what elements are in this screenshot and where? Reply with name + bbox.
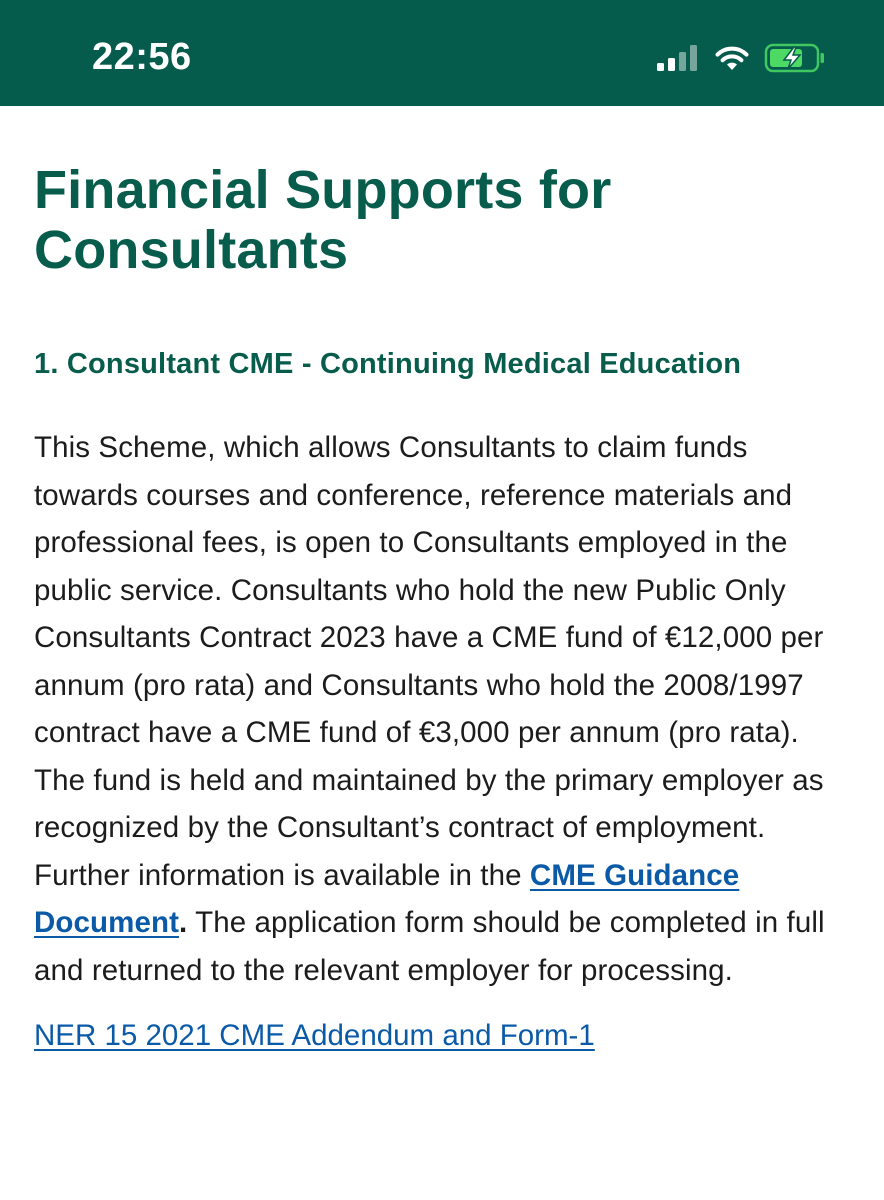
cellular-signal-icon (656, 44, 700, 72)
section-heading: 1. Consultant CME - Continuing Medical Education (34, 348, 742, 380)
status-icons (656, 43, 826, 73)
battery-charging-icon (764, 43, 826, 73)
body-text-part2: The application form should be completed in full and returned to the relevant employer for processing. (34, 906, 825, 987)
body-paragraph (34, 424, 850, 994)
cme-guidance-document-link[interactable]: CME Guidance Document (34, 858, 740, 939)
link-period: . (179, 906, 188, 939)
status-bar (0, 0, 884, 106)
status-time: 22:56 (92, 36, 192, 78)
cme-addendum-form-link[interactable]: NER 15 2021 CME Addendum and Form-1 (34, 1019, 595, 1052)
page-title: Financial Supports for Consultants (34, 160, 612, 280)
wifi-icon (714, 44, 750, 72)
main-content (0, 160, 884, 1056)
body-text-part1: This Scheme, which allows Consultants to claim funds towards courses and conference, reference materials and professional fees, is open to Consultants employed in the public service. Consultants who hold the new Public Only Consultants Contract 2023 have a CME fund of €12,000 per annum (pro rata) and Consultants who hold the 2008/1997 contract have a CME fund of €3,000 per annum (pro rata). The fund is held and maintained by the primary employer as recognized by the Consultant’s contract of employment. Further information is available in the (34, 431, 824, 892)
